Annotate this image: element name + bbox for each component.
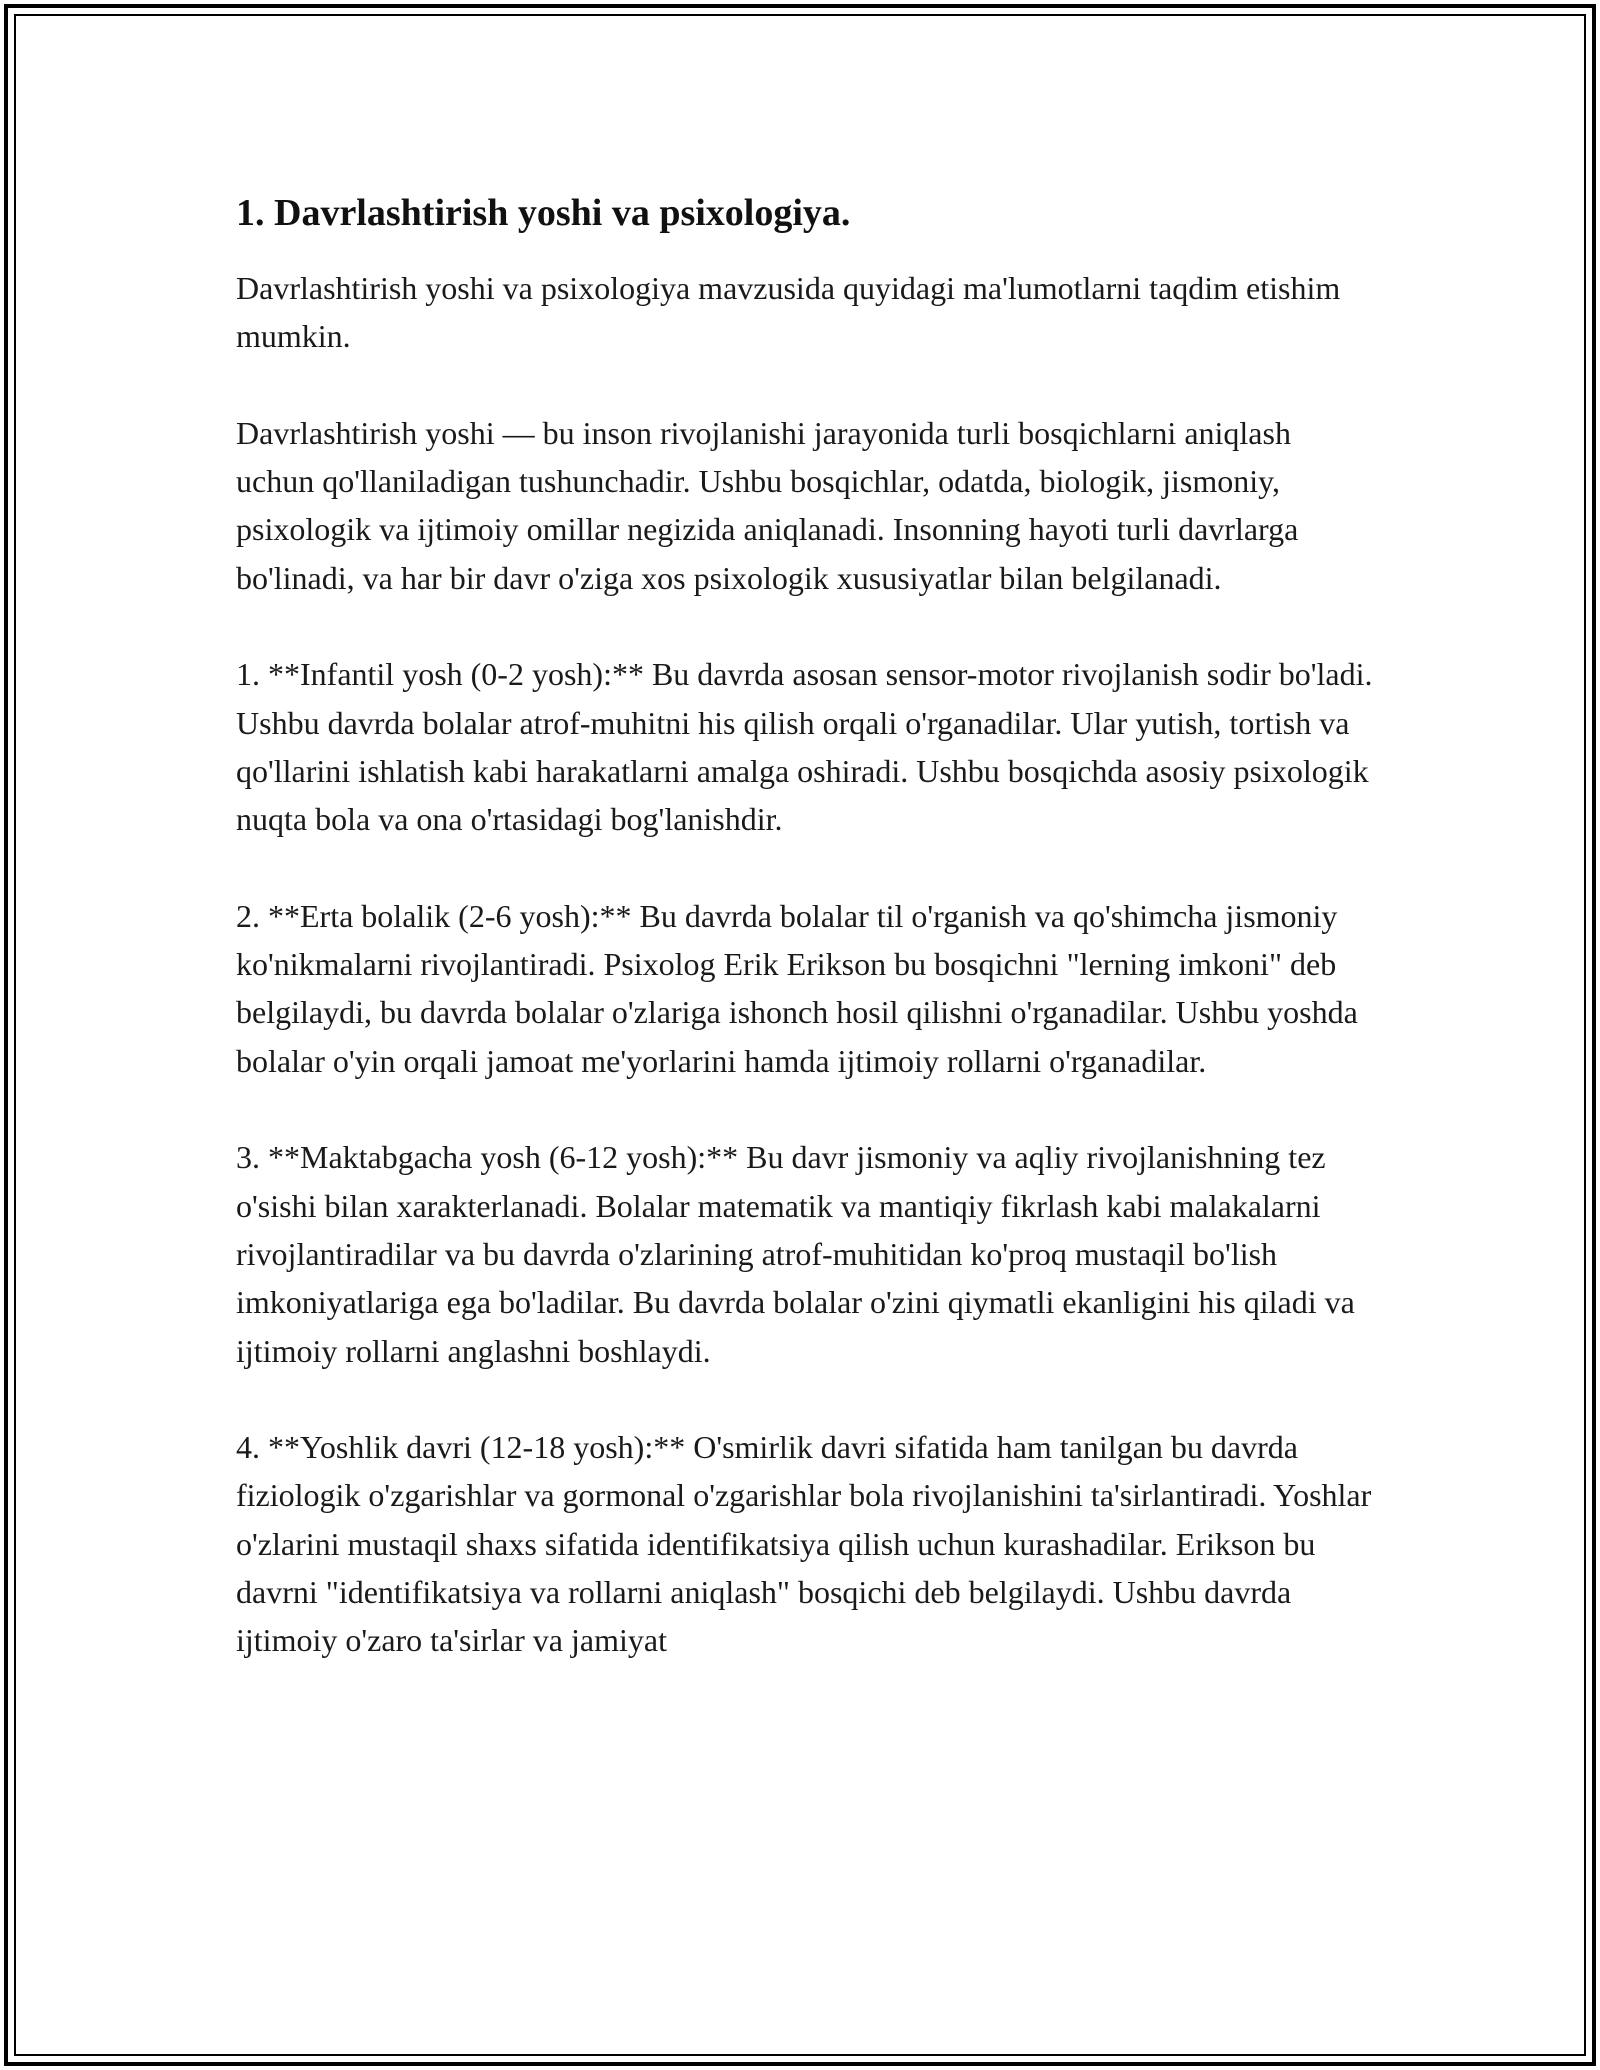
document-title: 1. Davrlashtirish yoshi va psixologiya. xyxy=(236,192,851,234)
stage-erta-bolalik-paragraph: 2. **Erta bolalik (2-6 yosh):** Bu davrda bolalar til o'rganish va qo'shimcha jismoniy ko'nikmalarni rivojlantiradi. Psixolog Erik Erikson bu bosqichni "lerning imkoni" deb belgilaydi, bu davrda bolalar o'zlariga ishonch hosil qilishni o'rganadilar. Ushbu yoshda bolalar o'yin orqali jamoat me'yorlarini hamda ijtimoiy rollarni o'rganadilar. xyxy=(236,897,1358,1079)
document-body xyxy=(236,184,1376,1713)
stage-maktabgacha-paragraph: 3. **Maktabgacha yosh (6-12 yosh):** Bu davr jismoniy va aqliy rivojlanishning tez o'sishi bilan xarakterlanadi. Bolalar matematik va mantiqiy fikrlash kabi malakalarni rivojlantiradilar va bu davrda o'zlarining atrof-muhitidan ko'proq mustaqil bo'lish imkoniyatlariga ega bo'ladilar. Bu davrda bolalar o'zini qiymatli ekanligini his qiladi va ijtimoiy rollarni anglashni boshlaydi. xyxy=(236,1139,1355,1369)
definition-paragraph: Davrlashtirish yoshi — bu inson rivojlanishi jarayonida turli bosqichlarni aniqlash uchun qo'llaniladigan tushunchadir. Ushbu bosqichlar, odatda, biologik, jismoniy, psixologik va ijtimoiy omillar negizida aniqlanadi. Insonning hayoti turli davrlarga bo'linadi, va har bir davr o'ziga xos psixologik xususiyatlar bilan belgilanadi. xyxy=(236,414,1299,596)
intro-paragraph: Davrlashtirish yoshi va psixologiya mavzusida quyidagi ma'lumotlarni taqdim etishim mumkin. xyxy=(236,270,1341,355)
stage-infantil-paragraph: 1. **Infantil yosh (0-2 yosh):** Bu davrda asosan sensor-motor rivojlanish sodir bo'ladi. Ushbu davrda bolalar atrof-muhitni his qilish orqali o'rganadilar. Ular yutish, tortish va qo'llarini ishlatish kabi harakatlarni amalga oshiradi. Ushbu bosqichda asosiy psixologik nuqta bola va ona o'rtasidagi bog'lanishdir. xyxy=(236,656,1373,838)
stage-yoshlik-paragraph: 4. **Yoshlik davri (12-18 yosh):** O'smirlik davri sifatida ham tanilgan bu davrda fiziologik o'zgarishlar va gormonal o'zgarishlar bola rivojlanishini ta'sirlantiradi. Yoshlar o'zlarini mustaqil shaxs sifatida identifikatsiya qilish uchun kurashadilar. Erikson bu davrni "identifikatsiya va rollarni aniqlash" bosqichi deb belgilaydi. Ushbu davrda ijtimoiy o'zaro ta'sirlar va jamiyat xyxy=(236,1429,1372,1659)
